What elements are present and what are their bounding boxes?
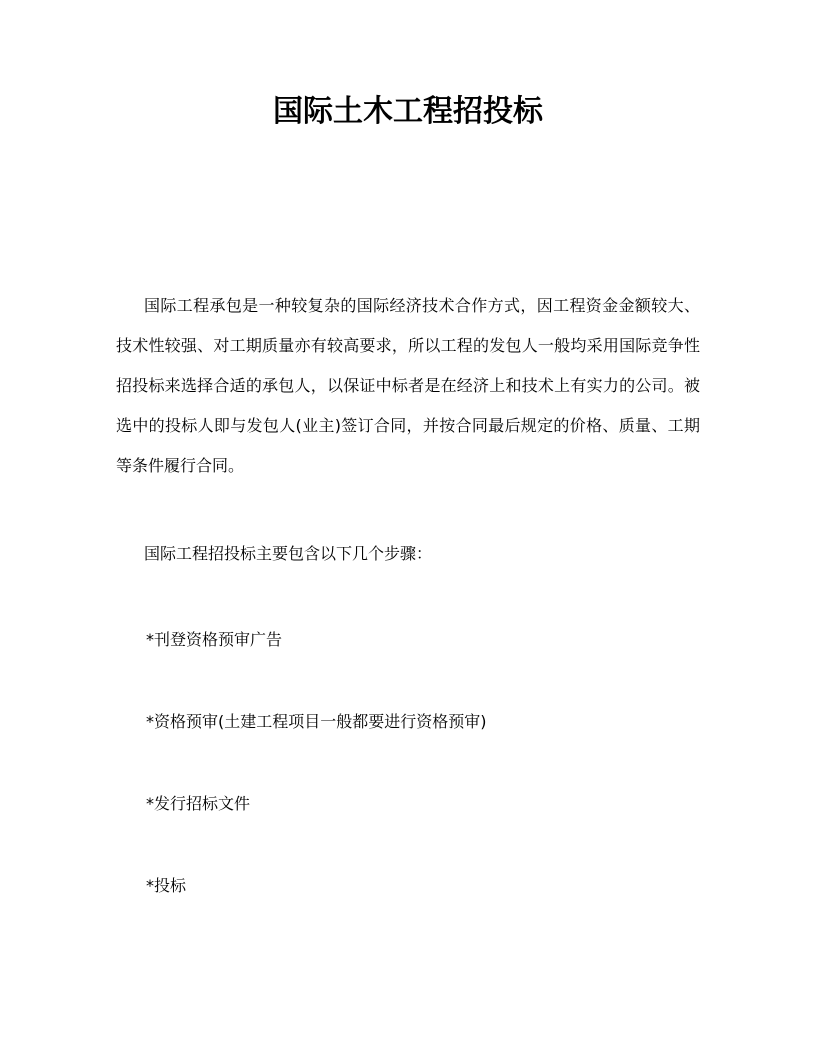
steps-list xyxy=(116,620,700,906)
step-item-bidding: *投标 xyxy=(146,876,187,895)
step-item-issue-tender-documents: *发行招标文件 xyxy=(146,794,251,813)
steps-lead-paragraph: 国际工程招投标主要包含以下几个步骤： xyxy=(144,544,433,563)
intro-paragraph: 国际工程承包是一种较复杂的国际经济技术合作方式，因工程资金金额较大、技术性较强、对工期质量亦有较高要求，所以工程的发包人一般均采用国际竞争性招投标来选择合适的承包人，以保证中标者是在经济上和技术上有实力的公司。被选中的投标人即与发包人(业主)签订合同，并按合同最后规定的价格、质量、工期等条件履行合同。 xyxy=(116,296,700,475)
step-item-prequalification: *资格预审(土建工程项目一般都要进行资格预审) xyxy=(146,712,487,731)
document-title: 国际土木工程招投标 xyxy=(273,94,543,129)
step-item-prequalification-ad: *刊登资格预审广告 xyxy=(146,630,283,649)
